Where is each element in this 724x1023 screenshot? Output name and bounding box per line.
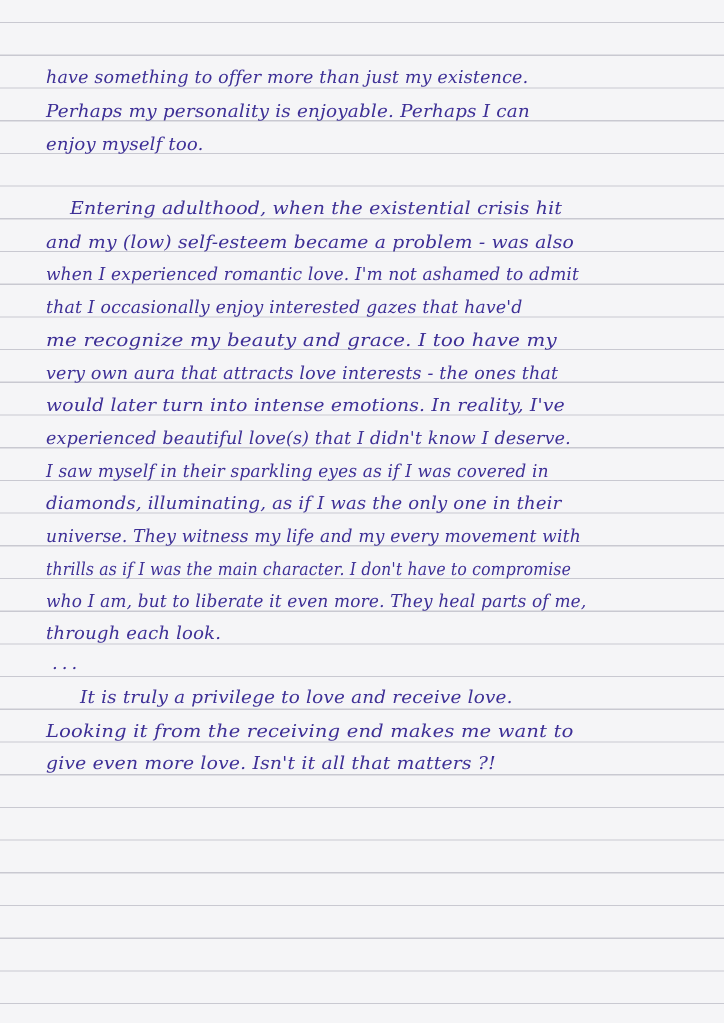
text-line: Perhaps my personality is enjoyable. Perhaps I can [46,101,530,122]
text-line: It is truly a privilege to love and receive love. [80,687,513,708]
text-line: very own aura that attracts love interests - the ones that [46,363,559,384]
text-line: experienced beautiful love(s) that I didn't know I deserve. [46,428,571,449]
text-line: universe. They witness my life and my every movement with [46,526,581,547]
text-line: give even more love. Isn't it all that matters ?! [46,753,496,774]
text-line: through each look. [46,623,222,644]
text-line: I saw myself in their sparkling eyes as if I was covered in [46,461,549,482]
text-line: when I experienced romantic love. I'm not ashamed to admit [46,264,580,285]
text-line: enjoy myself too. [46,134,204,155]
text-line: and my (low) self-esteem became a problem - was also [46,232,575,253]
text-line: thrills as if I was the main character. I don't have to compromise [46,559,572,580]
text-line: me recognize my beauty and grace. I too have my [46,330,557,351]
text-line: Looking it from the receiving end makes me want to [46,721,574,742]
text-line: have something to offer more than just my existence. [46,67,529,88]
text-line: that I occasionally enjoy interested gazes that have'd [46,297,523,318]
text-line: would later turn into intense emotions. In reality, I've [46,395,565,416]
ellipsis: ... [52,653,82,674]
text-line: diamonds, illuminating, as if I was the only one in their [46,493,562,514]
text-line: Entering adulthood, when the existential crisis hit [70,198,563,219]
text-line: who I am, but to liberate it even more. They heal parts of me, [46,591,587,612]
